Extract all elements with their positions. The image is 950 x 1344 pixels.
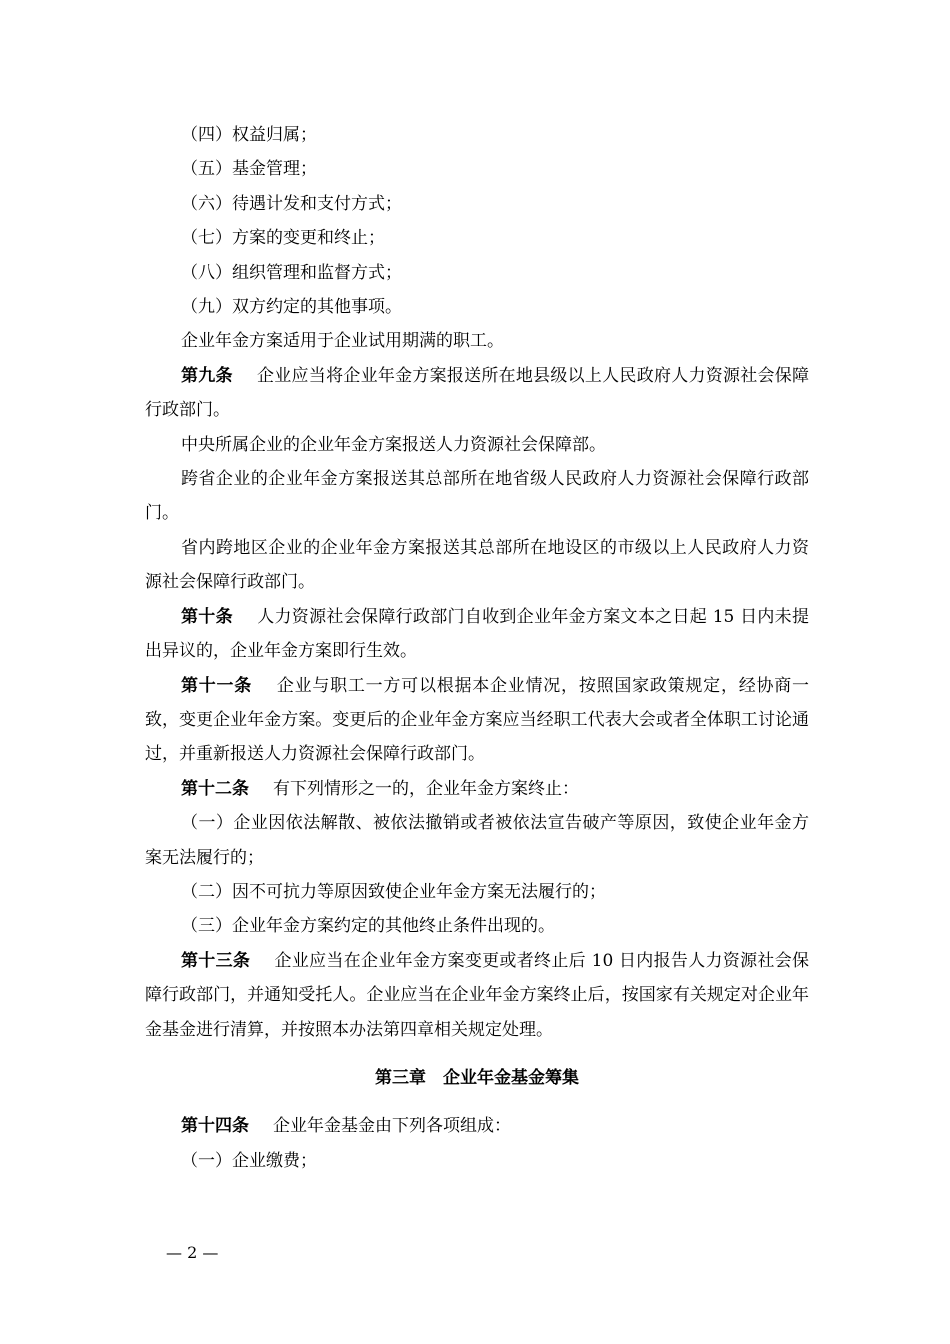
article-label: 第九条	[181, 365, 233, 386]
list-item: （三）企业年金方案约定的其他终止条件出现的。	[181, 916, 555, 937]
article-text: 企业应当将企业年金方案报送所在地县级以上人民政府人力资源社会保障行政部门。	[145, 365, 810, 421]
article-9	[145, 359, 809, 428]
paragraph-scope: 企业年金方案适用于企业试用期满的职工。	[181, 331, 504, 352]
article-text: 企业应当在企业年金方案变更或者终止后 10 日内报告人力资源社会保障行政部门，并通知受托人。企业应当在企业年金方案终止后，按国家有关规定对企业年金基金进行清算，并按照本办法第四章相关规定处理。	[145, 950, 809, 1040]
article-11	[145, 669, 809, 772]
list-item: （六）待遇计发和支付方式；	[181, 193, 402, 214]
list-item: （二）因不可抗力等原因致使企业年金方案无法履行的；	[181, 881, 606, 902]
article-12	[145, 772, 809, 806]
article-text: 企业年金基金由下列各项组成：	[273, 1116, 511, 1137]
list-item: （一）企业缴费；	[181, 1150, 317, 1171]
article-label: 第十二条	[181, 778, 249, 799]
paragraph: 跨省企业的企业年金方案报送其总部所在地省级人民政府人力资源社会保障行政部门。	[145, 469, 809, 524]
article-text: 有下列情形之一的，企业年金方案终止：	[273, 778, 579, 799]
paragraph: 省内跨地区企业的企业年金方案报送其总部所在地设区的市级以上人民政府人力资源社会保障行政部门。	[145, 537, 809, 593]
list-item: （八）组织管理和监督方式；	[181, 262, 402, 283]
article-label: 第十四条	[181, 1116, 249, 1137]
list-item: （七）方案的变更和终止；	[181, 228, 385, 249]
list-item: （九）双方约定的其他事项。	[181, 297, 402, 318]
list-item: （四）权益归属；	[181, 125, 317, 145]
list-item: （五）基金管理；	[181, 159, 317, 180]
document-page	[145, 118, 809, 1178]
article-text: 企业与职工一方可以根据本企业情况，按照国家政策规定，经协商一致，变更企业年金方案。变更后的企业年金方案应当经职工代表大会或者全体职工讨论通过，并重新报送人力资源社会保障行政部门。	[145, 675, 810, 765]
article-14	[145, 1109, 809, 1143]
list-item: （一）企业因依法解散、被依法撤销或者被依法宣告破产等原因，致使企业年金方案无法履行的；	[145, 813, 809, 868]
paragraph: 中央所属企业的企业年金方案报送人力资源社会保障部。	[181, 434, 606, 455]
article-10	[145, 600, 809, 669]
article-label: 第十一条	[181, 675, 253, 696]
article-label: 第十条	[181, 606, 233, 627]
article-text: 人力资源社会保障行政部门自收到企业年金方案文本之日起 15 日内未提出异议的，企业年金方案即行生效。	[145, 606, 809, 662]
chapter-heading: 第三章 企业年金基金筹集	[375, 1067, 579, 1088]
article-13	[145, 944, 809, 1047]
page-number: — 2 —	[166, 1243, 219, 1262]
article-label: 第十三条	[181, 950, 251, 971]
